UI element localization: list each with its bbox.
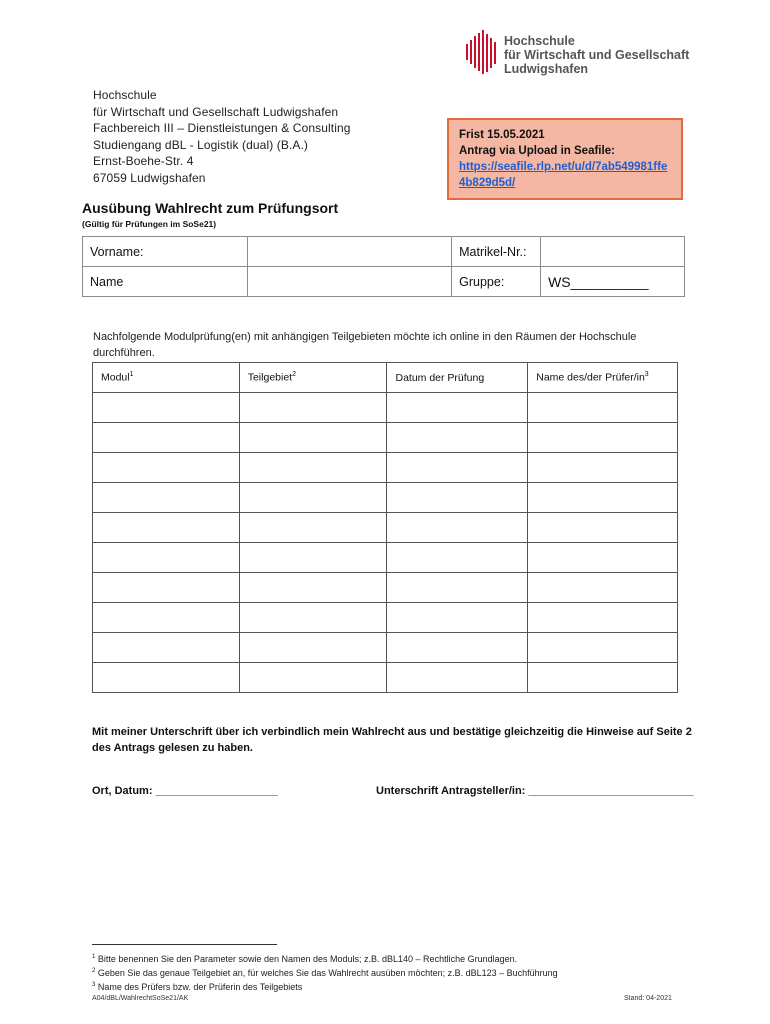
table-cell[interactable] — [93, 393, 240, 423]
address-block — [93, 87, 351, 187]
name-label: Name — [83, 267, 248, 297]
header-text: Datum der Prüfung — [395, 371, 485, 384]
table-cell[interactable] — [387, 423, 528, 453]
matrikel-field[interactable] — [541, 237, 685, 267]
table-cell[interactable] — [93, 543, 240, 573]
footnote-number: 1 — [92, 954, 96, 960]
table-row — [93, 573, 678, 603]
footnote-ref: 3 — [644, 371, 649, 379]
table-row — [93, 543, 678, 573]
table-cell[interactable] — [239, 663, 387, 693]
table-cell[interactable] — [239, 393, 387, 423]
header-text: Teilgebiet — [247, 371, 293, 384]
table-row — [83, 237, 685, 267]
table-cell[interactable] — [93, 483, 240, 513]
footnote-text: Name des Prüfers bzw. der Prüferin des Teilgebiets — [97, 982, 303, 992]
module-table-body — [93, 393, 678, 693]
name-field[interactable] — [247, 267, 451, 297]
footnote-text: Bitte benennen Sie den Parameter sowie den Namen des Moduls; z.B. dBL140 – Rechtliche Grundlagen. — [97, 954, 518, 964]
declaration-text: Mit meiner Unterschrift über ich verbindlich mein Wahlrecht aus und bestätige gleichzeitig die Hinweise auf Seite 2 des Antrags gelesen zu haben. — [92, 726, 692, 754]
table-row — [93, 483, 678, 513]
table-cell[interactable] — [239, 513, 387, 543]
form-title: Ausübung Wahlrecht zum Prüfungsort — [82, 200, 339, 216]
table-cell[interactable] — [239, 543, 387, 573]
document-date: Stand: 04-2021 — [624, 995, 672, 1002]
table-cell[interactable] — [387, 513, 528, 543]
table-cell[interactable] — [528, 453, 678, 483]
table-cell[interactable] — [528, 633, 678, 663]
table-row — [93, 513, 678, 543]
table-row — [93, 633, 678, 663]
table-cell[interactable] — [387, 543, 528, 573]
table-cell[interactable] — [93, 573, 240, 603]
module-table — [92, 362, 678, 693]
table-cell[interactable] — [528, 603, 678, 633]
personal-data-table — [82, 236, 685, 297]
address-line: Hochschule — [93, 88, 157, 102]
footnote-ref: 2 — [292, 371, 296, 379]
table-cell[interactable] — [528, 393, 678, 423]
table-cell[interactable] — [387, 603, 528, 633]
table-row — [83, 267, 685, 297]
table-cell[interactable] — [93, 423, 240, 453]
table-cell[interactable] — [239, 483, 387, 513]
address-line: Ernst-Boehe-Str. 4 — [93, 154, 194, 169]
address-line: Fachbereich III – Dienstleistungen & Consulting — [93, 121, 351, 136]
table-cell[interactable] — [239, 603, 387, 633]
upload-instruction: Antrag via Upload in Seafile: — [459, 145, 615, 157]
header-text: Name des/der Prüfer/in — [536, 371, 645, 384]
table-cell[interactable] — [93, 603, 240, 633]
university-logo — [464, 30, 704, 78]
gruppe-label: Gruppe: — [452, 267, 541, 297]
table-cell[interactable] — [239, 453, 387, 483]
logo-mark-icon — [464, 30, 504, 76]
table-cell[interactable] — [239, 423, 387, 453]
deadline-box — [447, 118, 683, 200]
matrikel-label: Matrikel-Nr.: — [452, 237, 541, 267]
table-cell[interactable] — [239, 573, 387, 603]
table-cell[interactable] — [528, 573, 678, 603]
gruppe-field[interactable]: WS__________ — [541, 267, 685, 297]
table-cell[interactable] — [239, 633, 387, 663]
table-cell[interactable] — [387, 663, 528, 693]
table-cell[interactable] — [387, 453, 528, 483]
vorname-label: Vorname: — [83, 237, 248, 267]
column-header-datum — [387, 363, 528, 393]
column-header-teilgebiet — [239, 363, 387, 393]
seafile-link[interactable]: https://seafile.rlp.net/u/d/7ab549981ffe4b829d5d/ — [459, 161, 668, 189]
column-header-pruefer — [528, 363, 678, 393]
intro-text: Nachfolgende Modulprüfung(en) mit anhängigen Teilgebieten möchte ich online in den Räumen der Hochschule durchführen. — [93, 331, 637, 359]
table-cell[interactable] — [93, 633, 240, 663]
document-code: A04/dBL/WahlrechtSoSe21/AK — [92, 995, 189, 1002]
footnote-ref: 1 — [129, 371, 134, 379]
form-subtitle: (Gültig für Prüfungen im SoSe21) — [82, 219, 217, 229]
table-cell[interactable] — [93, 513, 240, 543]
table-cell[interactable] — [93, 663, 240, 693]
footnote-1 — [92, 951, 517, 965]
table-cell[interactable] — [387, 393, 528, 423]
table-row — [93, 423, 678, 453]
footnote-text: Geben Sie das genaue Teilgebiet an, für welches Sie das Wahlrecht ausüben möchten; z.B. dBL123 – Buchführung — [97, 968, 558, 978]
footnote-number: 3 — [92, 982, 96, 988]
table-cell[interactable] — [528, 513, 678, 543]
logo-line-1: Hochschule — [504, 34, 575, 48]
table-row — [93, 603, 678, 633]
table-cell[interactable] — [93, 453, 240, 483]
address-line: Studiengang dBL - Logistik (dual) (B.A.) — [93, 137, 309, 152]
table-cell[interactable] — [528, 663, 678, 693]
logo-text — [504, 34, 689, 76]
table-cell[interactable] — [387, 633, 528, 663]
footnote-divider — [92, 944, 277, 945]
logo-line-3: Ludwigshafen — [504, 62, 589, 76]
table-row — [93, 393, 678, 423]
column-header-modul — [93, 363, 240, 393]
address-line: für Wirtschaft und Gesellschaft Ludwigshafen — [93, 104, 339, 119]
table-cell[interactable] — [387, 573, 528, 603]
table-header-row — [93, 363, 678, 393]
signature-line[interactable]: Unterschrift Antragsteller/in: ___________________________ — [376, 785, 694, 797]
vorname-field[interactable] — [247, 237, 451, 267]
table-row — [93, 453, 678, 483]
header-text: Modul — [101, 371, 130, 384]
table-row — [93, 663, 678, 693]
table-cell[interactable] — [387, 483, 528, 513]
address-line: 67059 Ludwigshafen — [93, 170, 206, 185]
footnote-3 — [92, 979, 302, 993]
place-date-line[interactable]: Ort, Datum: ____________________ — [92, 785, 278, 797]
table-cell[interactable] — [528, 543, 678, 573]
footnote-2 — [92, 965, 558, 979]
table-cell[interactable] — [528, 483, 678, 513]
deadline-date: Frist 15.05.2021 — [459, 129, 545, 141]
footnote-number: 2 — [92, 968, 96, 974]
table-cell[interactable] — [528, 423, 678, 453]
logo-line-2: für Wirtschaft und Gesellschaft — [504, 48, 690, 62]
